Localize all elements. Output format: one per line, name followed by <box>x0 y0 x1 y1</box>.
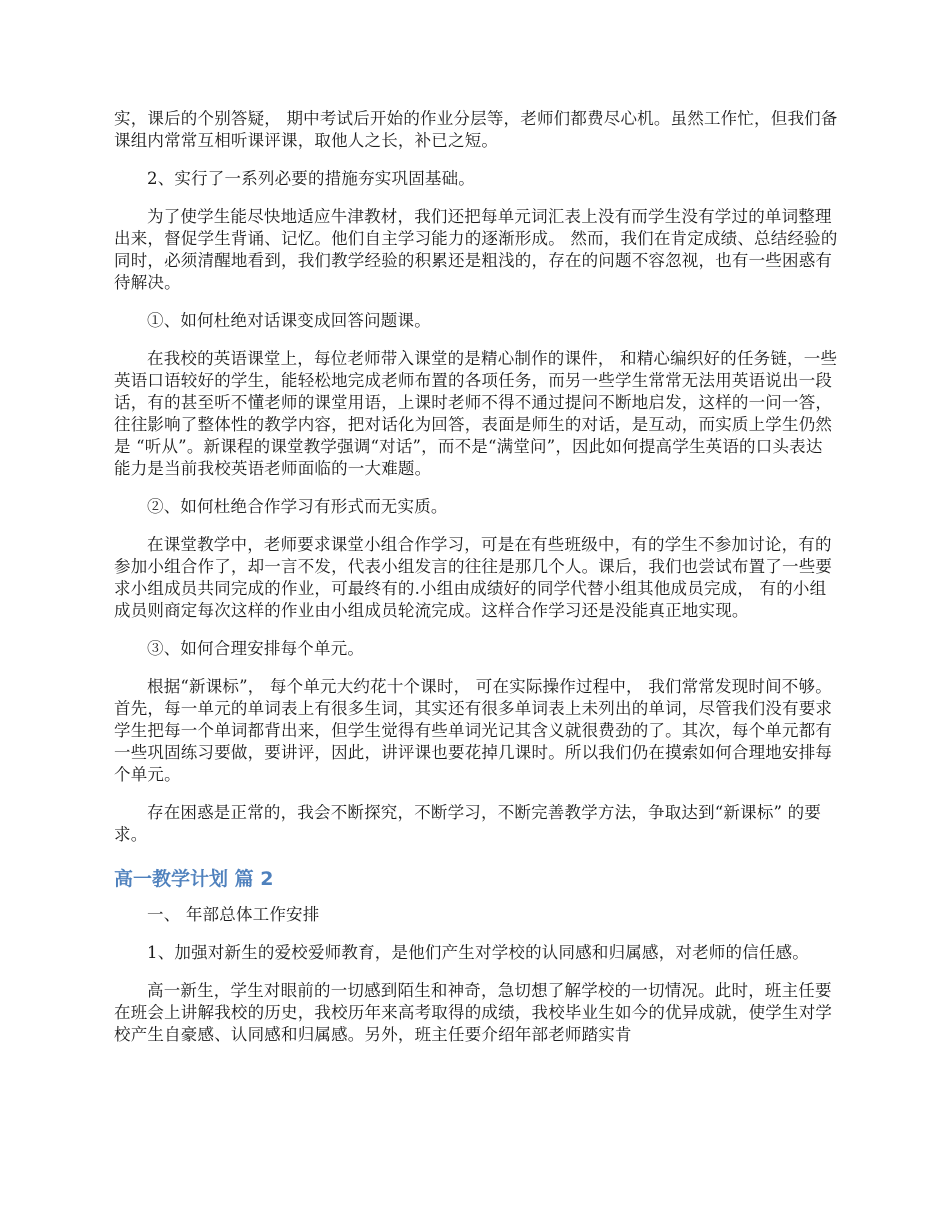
paragraph-3: 为了使学生能尽快地适应牛津教材，我们还把每单元词汇表上没有而学生没有学过的单词整理出来，督促学生背诵、记忆。他们自主学习能力的逐渐形成。 然而，我们在肯定成绩、总结经验的同时，必须清醒地看到，我们教学经验的积累还是粗浅的，存在的问题不容忽视，也有一些困惑有待解决。 <box>114 207 838 292</box>
section2-paragraph-2: 高一新生，学生对眼前的一切感到陌生和神奇，急切想了解学校的一切情况。此时，班主任要在班会上讲解我校的历史，我校历年来高考取得的成绩，我校毕业生如今的优异成就，使学生对学校产生自豪感、认同感和归属感。另外，班主任要介绍年部老师踏实肯 <box>114 981 833 1044</box>
paragraph-2-point-2: 2、实行了一系列必要的措施夯实巩固基础。 <box>147 169 475 188</box>
subheading-question-2: ②、如何杜绝合作学习有形式而无实质。 <box>147 497 448 516</box>
section2-paragraph-1: 1、加强对新生的爱校爱师教育，是他们产生对学校的认同感和归属感，对老师的信任感。 <box>147 943 809 962</box>
paragraph-9: 根据“新课标”， 每个单元大约花十个课时， 可在实际操作过程中， 我们常常发现时间不够。首先，每一单元的单词表上有很多生词，其实还有很多单词表上未列出的单词，尽管我们没有要求学生把每一个单词都背出来，但学生觉得有些单词光记其含义就很费劲的了。其次，每个单元都有一些巩固练习要做，要讲评，因此，讲评课也要花掉几课时。所以我们仍在摸索如何合理地安排每个单元。 <box>114 677 833 784</box>
section-heading: 高一教学计划 篇 2 <box>114 868 274 890</box>
section2-subheading: 一、 年部总体工作安排 <box>147 905 320 924</box>
paragraph-7: 在课堂教学中，老师要求课堂小组合作学习，可是在有些班级中，有的学生不参加讨论，有的参加小组合作了，却一言不发，代表小组发言的往往是那几个人。课后，我们也尝试布置了一些要求小组成员共同完成的作业，可最终有的.小组由成绩好的同学代替小组其他成员完成， 有的小组成员则商定每次这样的作业由小组成员轮流完成。这样合作学习还是没能真正地实现。 <box>114 535 833 620</box>
paragraph-10: 存在困惑是正常的，我会不断探究，不断学习，不断完善教学方法，争取达到“新课标” 的要求。 <box>114 803 822 844</box>
subheading-question-3: ③、如何合理安排每个单元。 <box>147 639 365 658</box>
paragraph-1: 实，课后的个别答疑， 期中考试后开始的作业分层等，老师们都费尽心机。虽然工作忙，但我们备课组内常常互相听课评课，取他人之长，补已之短。 <box>114 109 838 150</box>
subheading-question-1: ①、如何杜绝对话课变成回答问题课。 <box>147 311 431 330</box>
paragraph-5: 在我校的英语课堂上，每位老师带入课堂的是精心制作的课件， 和精心编织好的任务链，一些英语口语较好的学生，能轻松地完成老师布置的各项任务，而另一些学生常常无法用英语说出一段话，有的甚至听不懂老师的课堂用语，上课时老师不得不通过提问不断地启发，这样的一问一答，往往影响了整体性的教学内容，把对话化为回答，表面是师生的对话，是互动，而实质上学生仍然是 “听从”。新课程的课堂教学强调“对话”，而不是“满堂问”，因此如何提高学生英语的口头表达能力是当前我校英语老师面临的一大难题。 <box>114 349 838 478</box>
document-page <box>114 108 838 1046</box>
